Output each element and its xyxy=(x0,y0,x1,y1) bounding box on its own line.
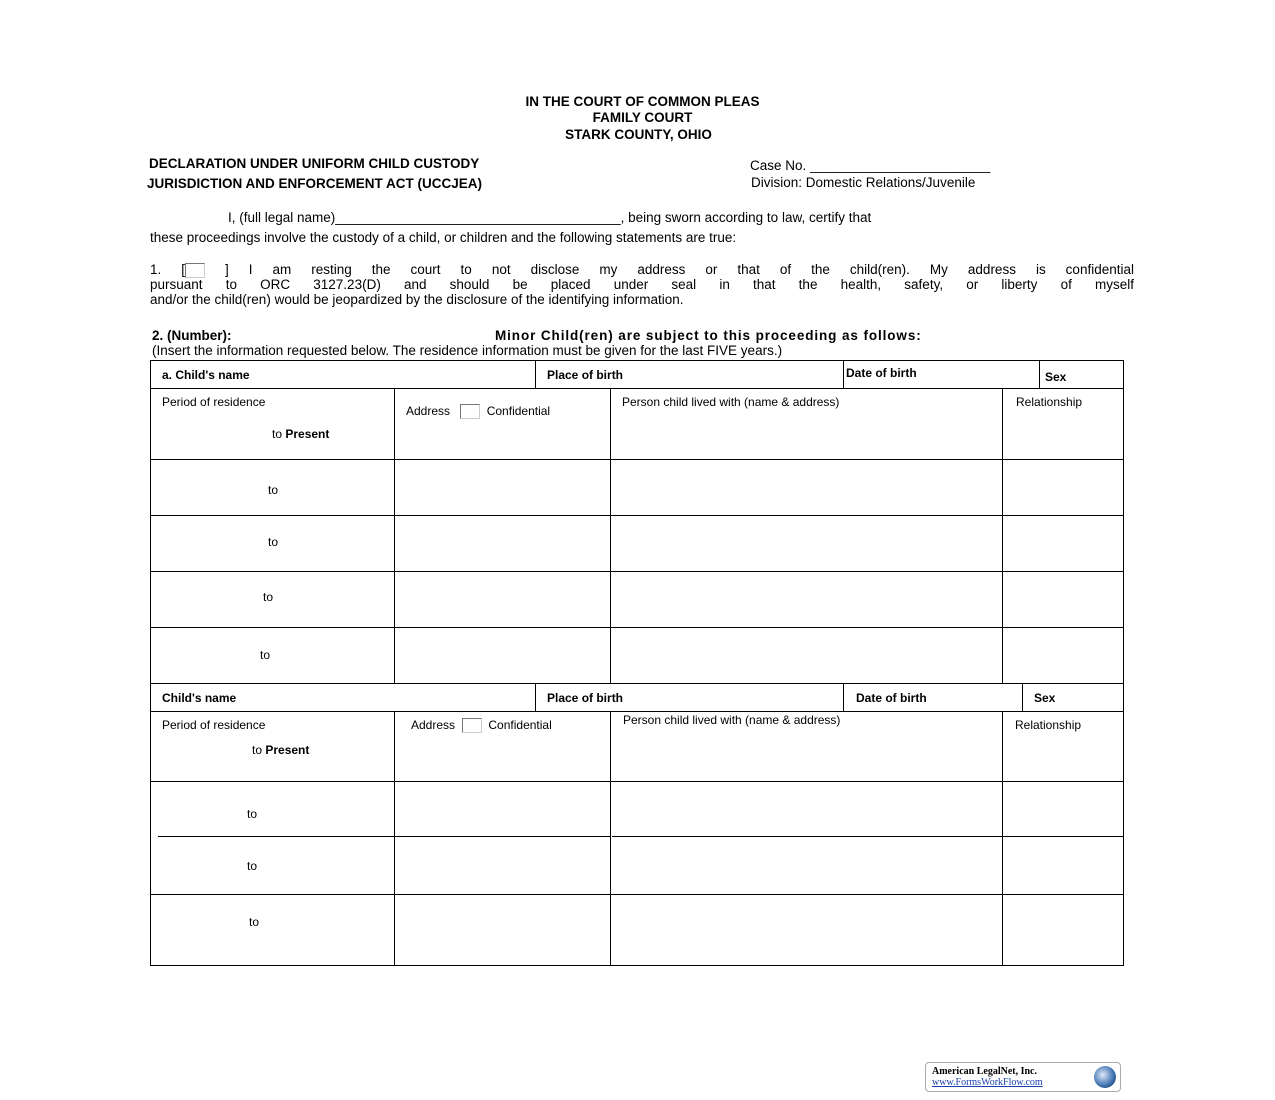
child1-sex-field[interactable]: Sex xyxy=(1045,370,1067,384)
child2-name-field[interactable]: Child's name xyxy=(162,691,237,705)
child1-residence-row-to[interactable]: to xyxy=(263,590,274,604)
company-name: American LegalNet, Inc. xyxy=(932,1066,1037,1077)
child2-residence-row-to[interactable]: to xyxy=(247,807,258,821)
child2-confidential-checkbox[interactable] xyxy=(462,718,482,733)
child2-address-label: Address Confidential xyxy=(411,718,552,732)
court-heading: IN THE COURT OF COMMON PLEAS xyxy=(525,94,760,109)
division-label: Division: Domestic Relations/Juvenile xyxy=(751,175,976,190)
child1-name-field[interactable]: a. Child's name xyxy=(162,368,250,382)
child1-residence-row-to[interactable]: to xyxy=(268,483,279,497)
confidential-address-checkbox[interactable] xyxy=(185,263,205,278)
child2-date-of-birth-field[interactable]: Date of birth xyxy=(856,691,927,705)
item1-prefix: 1. [ xyxy=(150,262,186,277)
child1-address-label: Address Confidential xyxy=(406,404,551,418)
intro-statement: these proceedings involve the custody of a child, or children and the following statements are true: xyxy=(150,230,737,245)
child2-period-label: Period of residence xyxy=(162,718,266,732)
child2-residence-row-to[interactable]: to xyxy=(247,859,258,873)
child2-place-of-birth-field[interactable]: Place of birth xyxy=(547,691,624,705)
court-subheading: FAMILY COURT xyxy=(592,110,693,125)
case-number-field[interactable]: Case No. ________________________ xyxy=(750,158,991,173)
child1-to-present[interactable]: to Present xyxy=(272,427,330,441)
child1-relationship-label: Relationship xyxy=(1016,395,1083,409)
child1-place-of-birth-field[interactable]: Place of birth xyxy=(547,368,624,382)
company-url-link[interactable]: www.FormsWorkFlow.com xyxy=(932,1077,1043,1088)
instructions: (Insert the information requested below. The residence information must be given for the last FIVE years.) xyxy=(152,343,783,358)
item1-line2: pursuant to ORC 3127.23(D) and should be placed under seal in that the health, safety, or liberty of myself xyxy=(150,277,1134,292)
item1-line1 xyxy=(150,262,1134,278)
county-heading: STARK COUNTY, OHIO xyxy=(565,127,712,142)
child2-to-present[interactable]: to Present xyxy=(252,743,310,757)
full-legal-name-line[interactable]: I, (full legal name)______________________________________, being sworn according to law, certify that xyxy=(228,210,872,225)
child2-person-lived-with-label: Person child lived with (name & address) xyxy=(623,713,841,727)
child2-sex-field[interactable]: Sex xyxy=(1034,691,1056,705)
child1-period-label: Period of residence xyxy=(162,395,266,409)
form-title-line2: JURISDICTION AND ENFORCEMENT ACT (UCCJEA) xyxy=(147,176,483,191)
minor-children-statement: Minor Child(ren) are subject to this proceeding as follows: xyxy=(495,328,922,343)
child1-confidential-checkbox[interactable] xyxy=(460,404,480,419)
item1-line3: and/or the child(ren) would be jeopardized by the disclosure of the identifying information. xyxy=(150,292,684,307)
child2-residence-row-to[interactable]: to xyxy=(249,915,260,929)
child1-residence-row-to[interactable]: to xyxy=(268,535,279,549)
item1-text: ] I am resting the court to not disclose my address or that of the child(ren). My address is confidential xyxy=(225,262,1134,277)
form-title-line1: DECLARATION UNDER UNIFORM CHILD CUSTODY xyxy=(149,156,480,171)
child1-person-lived-with-label: Person child lived with (name & address) xyxy=(622,395,840,409)
number-of-children-label[interactable]: 2. (Number): xyxy=(152,328,232,343)
american-legalnet-logo[interactable] xyxy=(925,1062,1121,1092)
child1-date-of-birth-field[interactable]: Date of birth xyxy=(846,366,917,380)
child2-relationship-label: Relationship xyxy=(1015,718,1082,732)
child1-residence-row-to[interactable]: to xyxy=(260,648,271,662)
globe-icon xyxy=(1094,1066,1116,1088)
